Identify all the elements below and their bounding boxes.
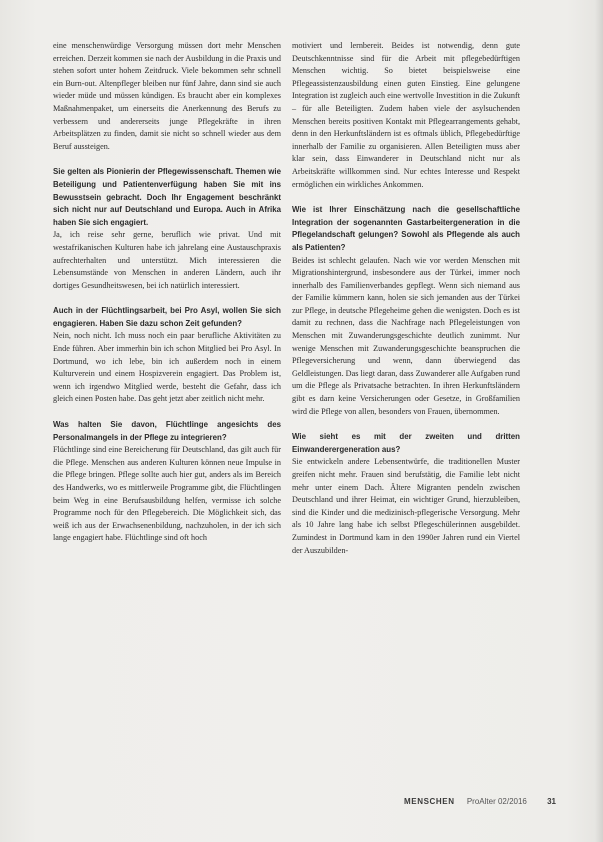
section-label: MENSCHEN: [404, 797, 455, 806]
paragraph: motiviert und lernbereit. Beides ist notwendig, denn gute Deutschkenntnisse sind für die Arbeit mit pflegebedürftigen Menschen wichtig. So bietet beispielsweise eine Pflegeassistenzausbildung einen guten Einstieg. Eine gelungene Integration ist zugleich auch eine wertvolle Investition in die Zukunft – für alle Beteiligten. Zudem haben viele der asylsuchenden Menschen bereits positiven Kontakt mit Pflegearrangements gehabt, denn in den Herkunftsländern ist es oftmals üblich, Pflegebedürftige innerhalb der Familie zu organisieren. Allen Beteiligten muss aber klar sein, dass Einwanderer in Deutschland nicht nur als Arbeitskräfte willkommen sind. Nur echtes Interesse und Respekt ermöglichen ein wirkliches Ankommen.: [292, 41, 520, 189]
interview-answer: Beides ist schlecht gelaufen. Nach wie vor werden Menschen mit Migrationshintergrund, insbesondere aus der Türkei, immer noch innerhalb des Familienverbandes gepflegt. Wenn sich niemand aus der Familie kümmern kann, holen sie sich jemanden aus der Türkei zur Pflege, in deutsche Pflegeheime gehen die wenigsten. Doch es ist damit zu rechnen, dass die Nachfrage nach Pflegeleistungen von Menschen mit Zuwanderungsgeschichte deutlich zunimmt. Nur wenige Menschen mit Zuwanderungsgeschichte beanspruchen die Pflegeversicherung und wenn, dann überwiegend das Geldleistungen. Das liegt daran, dass Zuwanderer alle Aufgaben rund um die Pflege als Privatsache betrachten. In ihren Herkunftsländern gibt es darn keine Versicherungen oder Gesetze, in Großfamilien wird die Pflege von allen, besonders von Frauen, übernommen.: [292, 255, 520, 416]
interview-answer: Nein, noch nicht. Ich muss noch ein paar berufliche Aktivitäten zu Ende führen. Aber immerhin bin ich schon Mitglied bei Pro Asyl. In Dortmund, wo ich lebe, bin ich außerdem noch in einem Kulturverein und einem Hospizverein engagiert. Das Problem ist, wenn ich irgendwo Mitglied werde, besteht die Gefahr, dass ich gleich einen Posten habe. Das geht jetzt aber zeitlich nicht mehr.: [53, 331, 281, 404]
interview-answer: Ja, ich reise sehr gerne, beruflich wie privat. Und mit westafrikanischen Kulturen habe ich jahrelang eine Austauschpraxis aufrechterhalten und unterstützt. Mich interessieren die Lebensumstände von Menschen in anderen Ländern, auch ihr dortiges Gesundheitswesen, bei ich natürlich interessiert.: [53, 230, 281, 290]
text-column-right: [292, 40, 520, 570]
interview-question: Auch in der Flüchtlingsarbeit, bei Pro Asyl, wollen Sie sich engagieren. Haben Sie dazu schon Zeit gefunden?: [53, 306, 281, 328]
interview-answer: Sie entwickeln andere Lebensentwürfe, die traditionellen Muster greifen nicht mehr. Frauen sind berufstätig, die Familie lebt nicht mehr unter einem Dach. Ältere Migranten pendeln zwischen Deutschland und ihrer Heimat, ein wichtiger Grund, hierzubleiben, sind die Kinder und die medizinisch-pflegerische Versorgung. Mehr als 10 Jahre lang habe ich selbst Pflegeschülerinnen ausgebildet. Zumindest in Dortmund kam in den 1990er Jahren rund ein Viertel der Auszubilden-: [292, 457, 520, 555]
page-footer: [404, 797, 564, 811]
page-number: 31: [547, 797, 557, 806]
interview-question: Sie gelten als Pionierin der Pflegewissenschaft. Themen wie Beteiligung und Patientenverfügung haben Sie mit ins Bewusstsein gebracht. Doch Ihr Engagement beschränkt sich nicht nur auf Deutschland und Europa. Auch in Afrika haben Sie sich engagiert.: [53, 167, 281, 227]
paragraph: eine menschenwürdige Versorgung müssen dort mehr Menschen erreichen. Derzeit kommen sie nach der Ausbildung in die Praxis und stehen sofort unter hohem Zeitdruck. Viele bekommen sehr schnell ein Burn-out. Altenpfleger bleiben nur fünf Jahre, dann sind sie auch wieder müde und müssen kündigen. Es braucht aber ein komplexes Maßnahmenpaket, um einerseits die Anerkennung des Berufs zu verbessern und andererseits junge Pflegekräfte in ihren Arbeitsplätzen zu finden, damit sie nicht so schnell wieder aus dem Beruf aussteigen.: [53, 41, 281, 151]
interview-question: Wie ist Ihrer Einschätzung nach die gesellschaftliche Integration der sogenannten Gastarbeitergeneration in die Pflegelandschaft gelungen? Sowohl als Pflegende als auch als Patienten?: [292, 205, 520, 252]
text-column-left: [53, 40, 281, 558]
page-edge-shadow: [595, 0, 603, 842]
interview-answer: Flüchtlinge sind eine Bereicherung für Deutschland, das gilt auch für die Pflege. Menschen aus anderen Kulturen können neue Impulse in die Pflege bringen. Pflege sollte auch hier gut, anders als im Bereich des Handwerks, wo es mittlerweile Programme gibt, die Flüchtlingen beim Weg in eine Berufsausbildung helfen, vermisse ich solche Programme noch für den Pflegebereich. Die Möglichkeit sich, das weiß ich aus der Erwachsenenbildung, nachzuholen, in der ich sich lange engagiert habe. Flüchtlinge sind oft hoch: [53, 445, 281, 543]
interview-question: Was halten Sie davon, Flüchtlinge angesichts des Personalmangels in der Pflege zu integrieren?: [53, 420, 281, 442]
issue-label: ProAlter 02/2016: [466, 797, 527, 806]
interview-question: Wie sieht es mit der zweiten und dritten Einwanderergeneration aus?: [292, 432, 520, 454]
